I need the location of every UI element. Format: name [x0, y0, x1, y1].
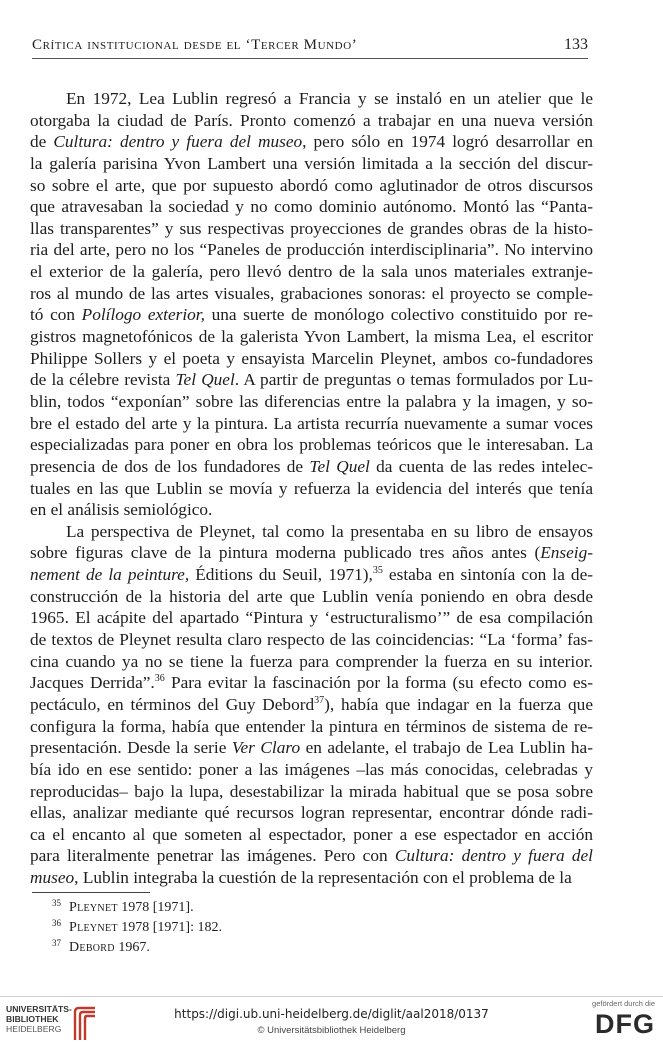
text-run: Para evitar la fascinación por la forma (su efecto como es-: [164, 673, 593, 693]
text-run: configura la forma, había que entender la pintura en términos de sistema de re-: [30, 716, 593, 736]
digital-library-footer: [0, 996, 663, 1044]
text-run: reproducidas– bajo la lupa, desestabilizar la mirada habitual que se posa sobre: [30, 781, 593, 801]
footnote-entry: [52, 938, 222, 958]
text-line: [30, 391, 593, 413]
running-title: Crítica institucional desde el ‘Tercer Mundo’: [32, 37, 358, 53]
text-run: Éditions du Seuil, 1971),: [189, 565, 373, 585]
text-run: de: [30, 132, 54, 152]
text-line: [30, 434, 593, 456]
footnote-entry: [52, 918, 222, 938]
italic-title: Ver Claro: [231, 738, 301, 758]
footnote-author: Pleynet: [69, 919, 118, 935]
library-name-line: UNIVERSITÄTS-: [6, 1004, 72, 1014]
text-run: ellas, analizar mediante qué recursos logran representar, encontrar dónde radi-: [30, 803, 593, 823]
text-run: so sobre el arte, que por supuesto abordó como aglutinador de otros discursos: [30, 175, 593, 195]
footnote-author: Pleynet: [69, 900, 118, 915]
text-run: de la célebre revista: [30, 370, 176, 390]
footnote-author: Debord: [69, 939, 115, 955]
text-line: [30, 218, 593, 240]
italic-title: Tel Quel: [309, 456, 370, 476]
text-run: tó con: [30, 305, 82, 325]
text-run: que atravesaban la sociedad y no como dominio autónomo. Montó las “Panta-: [30, 197, 593, 217]
page-number: 133: [564, 36, 588, 53]
text-run: una suerte de monólogo colectivo constituido por re-: [204, 305, 594, 325]
text-run: de textos de Pleynet resulta claro respecto de las coincidencias: “La ‘forma’ fas-: [30, 630, 593, 650]
text-line: [30, 239, 593, 261]
text-run: tuales en las que Lublin se movía y refuerza la evidencia del interés que tenía: [30, 478, 593, 498]
text-line: [30, 326, 593, 348]
text-line: [30, 824, 593, 846]
text-line: [30, 456, 593, 478]
text-line: [30, 304, 593, 326]
footnote-reference-text: 1978 [1971].: [117, 900, 194, 915]
text-run: pectáculo, en términos del Guy Debord: [30, 694, 315, 714]
text-run: , pero sólo en 1974 logró desarrollar en: [302, 132, 594, 152]
body-text: [30, 88, 593, 889]
dfg-wordmark: DFG: [595, 1009, 655, 1039]
italic-title: Enseig-: [540, 543, 593, 563]
permalink-url[interactable]: https://digi.ub.uni-heidelberg.de/diglit/aal2018/0137: [174, 1007, 489, 1021]
text-run: En 1972, Lea Lublin regresó a Francia y se instaló en un atelier que le: [66, 89, 593, 108]
text-line: [30, 131, 593, 153]
text-line: [30, 607, 593, 629]
funded-by-label: gefördert durch die: [592, 999, 655, 1008]
text-run: especializadas para poner en obra los problemas teóricos que le interesaban. La: [30, 435, 593, 455]
italic-title: Tel Quel: [175, 370, 235, 390]
text-run: en el análisis semiológico.: [30, 500, 213, 520]
italic-title: Cultura: dentro y fuera del: [394, 846, 593, 866]
text-run: bía ido en ese sentido: poner a las imágenes –las más conocidas, celebradas y: [30, 759, 593, 779]
text-run: Philippe Sollers y el poeta y ensayista Marcelin Pleynet, ambos co-fundadores: [30, 348, 593, 368]
text-run: otorgaba la ciudad de París. Pronto comenzó a trabajar en una nueva versión: [30, 110, 593, 130]
text-run: , Lublin integraba la cuestión de la representación con el problema de la: [74, 868, 572, 888]
text-run: ros al mundo de las artes visuales, grabaciones sonoras: el proyecto se comple-: [30, 283, 593, 303]
text-run: blin, todos “exponían” sobre las diferencias entre la palabra y la imagen, y so-: [30, 391, 593, 411]
footnote-entry: [52, 898, 222, 918]
text-line: [30, 629, 593, 651]
dfg-logo: [583, 999, 655, 1039]
footnote-reference: 35: [372, 565, 383, 577]
italic-title: Polílogo exterior,: [81, 305, 205, 325]
copyright-notice: © Universitätsbibliothek Heidelberg: [257, 1025, 406, 1036]
text-line: [30, 88, 593, 110]
text-run: da cuenta de las redes intelec-: [369, 456, 593, 476]
italic-title: museo: [30, 868, 75, 888]
text-line: [30, 716, 593, 738]
text-line: [30, 651, 593, 673]
text-run: estaba en sintonía con la de-: [382, 565, 594, 585]
text-run: en adelante, el trabajo de Lea Lublin ha-: [300, 738, 593, 758]
text-line: [30, 781, 593, 803]
text-line: [30, 867, 593, 889]
italic-title: Cultura: dentro y fuera del museo: [53, 132, 303, 152]
text-line: [30, 586, 593, 608]
text-line: [30, 672, 593, 694]
text-run: bre el estado del arte y la pintura. La artista recurría nuevamente a sumar voces: [30, 413, 593, 433]
footnote-number: 35: [52, 898, 61, 908]
text-line: [30, 348, 593, 370]
text-line: [30, 413, 593, 435]
text-run: la galería parisina Yvon Lambert una versión limitada a la sección del discur-: [30, 153, 593, 173]
text-run: ria del arte, pero no los “Paneles de producción interdisciplinaria”. No intervino: [30, 240, 593, 260]
footnotes: [52, 898, 222, 957]
text-run: el exterior de la galería, pero llevó dentro de la sala unos materiales extranje-: [30, 262, 593, 282]
text-run: presentación. Desde la serie: [30, 738, 232, 758]
library-name-line: BIBLIOTHEK: [6, 1014, 59, 1024]
footnote-reference: 37: [314, 694, 325, 706]
text-line: [30, 196, 593, 218]
text-run: La perspectiva de Pleynet, tal como la presentaba en su libro de ensayos: [66, 521, 593, 541]
text-run: llas transparentes” y sus respectivas proyecciones de grandes obras de la histo-: [30, 218, 593, 238]
text-line: [30, 694, 593, 716]
text-run: para literalmente penetrar las imágenes. Pero con: [30, 846, 395, 866]
running-header: [32, 36, 588, 59]
text-line: [30, 110, 593, 132]
text-run: 1965. El acápite del apartado “Pintura y ‘estructuralismo’” de esa compilación: [30, 608, 593, 628]
text-line: [30, 369, 593, 391]
text-line: [30, 564, 593, 586]
text-line: [30, 542, 593, 564]
text-run: sobre figuras clave de la pintura moderna publicado tres años antes (: [30, 543, 541, 563]
text-line: [30, 261, 593, 283]
text-run: gistros magnetofónicos de la galerista Yvon Lambert, la misma Lea, el escritor: [30, 327, 593, 347]
text-run: . A partir de preguntas o temas formulados por Lu-: [234, 370, 593, 390]
text-line: [30, 499, 593, 521]
text-line: [30, 153, 593, 175]
text-run: construcción de la historia del arte que Lublin venía poniendo en obra desde: [30, 586, 593, 606]
library-name-line: HEIDELBERG: [6, 1024, 62, 1034]
text-run: presencia de dos de los fundadores de: [30, 456, 310, 476]
text-line: [30, 845, 593, 867]
text-line: [30, 175, 593, 197]
text-run: ca el encanto al que someten al espectador, poner a ese espectador en acción: [30, 824, 593, 844]
text-line: [30, 283, 593, 305]
text-line: [30, 759, 593, 781]
text-run: ), había que indagar en la fuerza que: [324, 694, 593, 714]
text-line: [30, 802, 593, 824]
footnote-reference: 36: [154, 673, 165, 685]
footnote-divider: [32, 892, 150, 893]
footnote-reference-text: 1967.: [114, 939, 150, 955]
footnote-reference-text: 1978 [1971]: 182.: [117, 919, 222, 935]
footnote-number: 36: [52, 917, 61, 928]
text-line: [30, 478, 593, 500]
text-run: Jacques Derrida”.: [30, 673, 155, 693]
footnote-number: 37: [52, 937, 61, 948]
text-line: [30, 737, 593, 759]
text-run: cina cuando ya no se tiene la fuerza para comprender la fuerza en su interior.: [30, 651, 593, 671]
text-line: [30, 521, 593, 543]
italic-title: nement de la peinture,: [30, 565, 190, 585]
